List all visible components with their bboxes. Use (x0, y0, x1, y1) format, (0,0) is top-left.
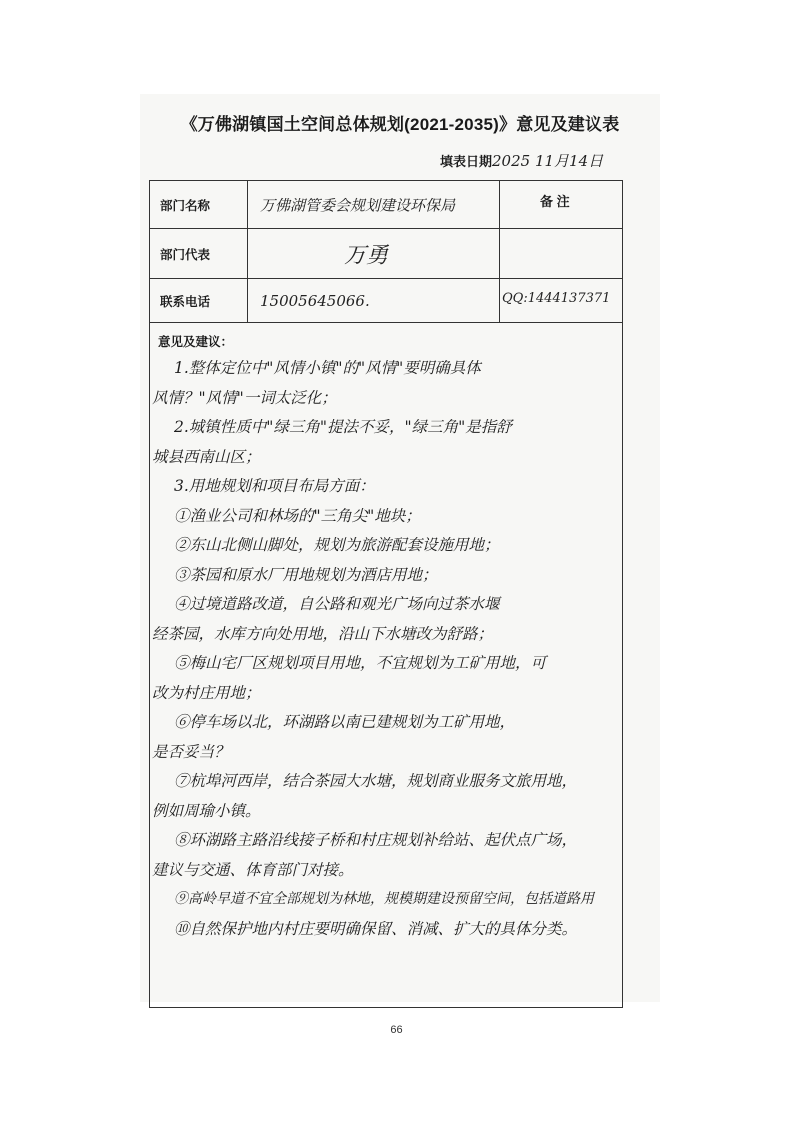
opinion-line: 风情？"风情"一词太泛化； (152, 388, 337, 407)
opinion-line: ⑥停车场以北，环湖路以南已建规划为工矿用地， (174, 713, 516, 731)
opinion-line: ⑤梅山宅厂区规划项目用地，不宜规划为工矿用地，可 (174, 654, 547, 672)
representative-value: 万勇 (344, 243, 389, 268)
opinion-line: ④过境道路改道，自公路和观光广场向过茶水堰 (174, 595, 500, 613)
opinions-label: 意见及建议： (158, 335, 234, 349)
opinion-line: 2.城镇性质中"绿三角"提法不妥，"绿三角"是指舒 (174, 418, 512, 436)
fill-date-value: 2025 11月14日 (492, 152, 604, 170)
opinion-line: ②东山北侧山脚处，规划为旅游配套设施用地； (174, 536, 500, 554)
opinion-line: 建议与交通、体育部门对接。 (152, 860, 354, 879)
form-row-department (150, 181, 622, 229)
department-name-value: 万佛湖管委会规划建设环保局 (260, 196, 456, 214)
opinion-line: ③茶园和原水厂用地规划为酒店用地； (174, 565, 438, 584)
remarks-label: 备 注 (540, 194, 570, 209)
opinion-line: 3.用地规划和项目布局方面： (174, 477, 375, 495)
phone-value: 15005645066. (260, 291, 370, 310)
opinion-line: ⑧环湖路主路沿线接子桥和村庄规划补给站、起伏点广场， (174, 831, 578, 849)
document-title: 《万佛湖镇国土空间总体规划(2021-2035)》意见及建议表 (180, 115, 620, 134)
opinion-line: 1.整体定位中"风情小镇"的"风情"要明确具体 (174, 359, 481, 377)
opinion-line: ⑩自然保护地内村庄要明确保留、消减、扩大的具体分类。 (174, 919, 578, 938)
form-row-representative (150, 229, 622, 279)
representative-label: 部门代表 (160, 247, 211, 262)
opinions-body (152, 354, 632, 944)
form-row-phone (150, 279, 622, 323)
page-number: 66 (390, 1024, 403, 1036)
opinion-line: 改为村庄用地； (152, 683, 261, 702)
opinion-line: ⑨高岭早道不宜全部规划为林地，规模期建设预留空间，包括道路用 (174, 891, 594, 907)
opinion-line: 例如周瑜小镇。 (152, 801, 261, 820)
opinion-line: ①渔业公司和林场的"三角尖"地块； (174, 506, 421, 525)
fill-date-row (440, 150, 650, 171)
fill-date-label: 填表日期 (440, 154, 493, 169)
opinion-line: ⑦杭埠河西岸，结合茶园大水塘，规划商业服务文旅用地， (174, 772, 578, 790)
qq-note: QQ:1444137371 (502, 291, 611, 306)
phone-label: 联系电话 (160, 294, 211, 309)
department-name-label: 部门名称 (160, 198, 211, 213)
opinion-line: 经茶园，水库方向处用地，沿山下水塘改为舒路； (152, 624, 494, 643)
opinion-line: 是否妥当？ (152, 742, 230, 761)
opinion-line: 城县西南山区； (152, 447, 261, 466)
